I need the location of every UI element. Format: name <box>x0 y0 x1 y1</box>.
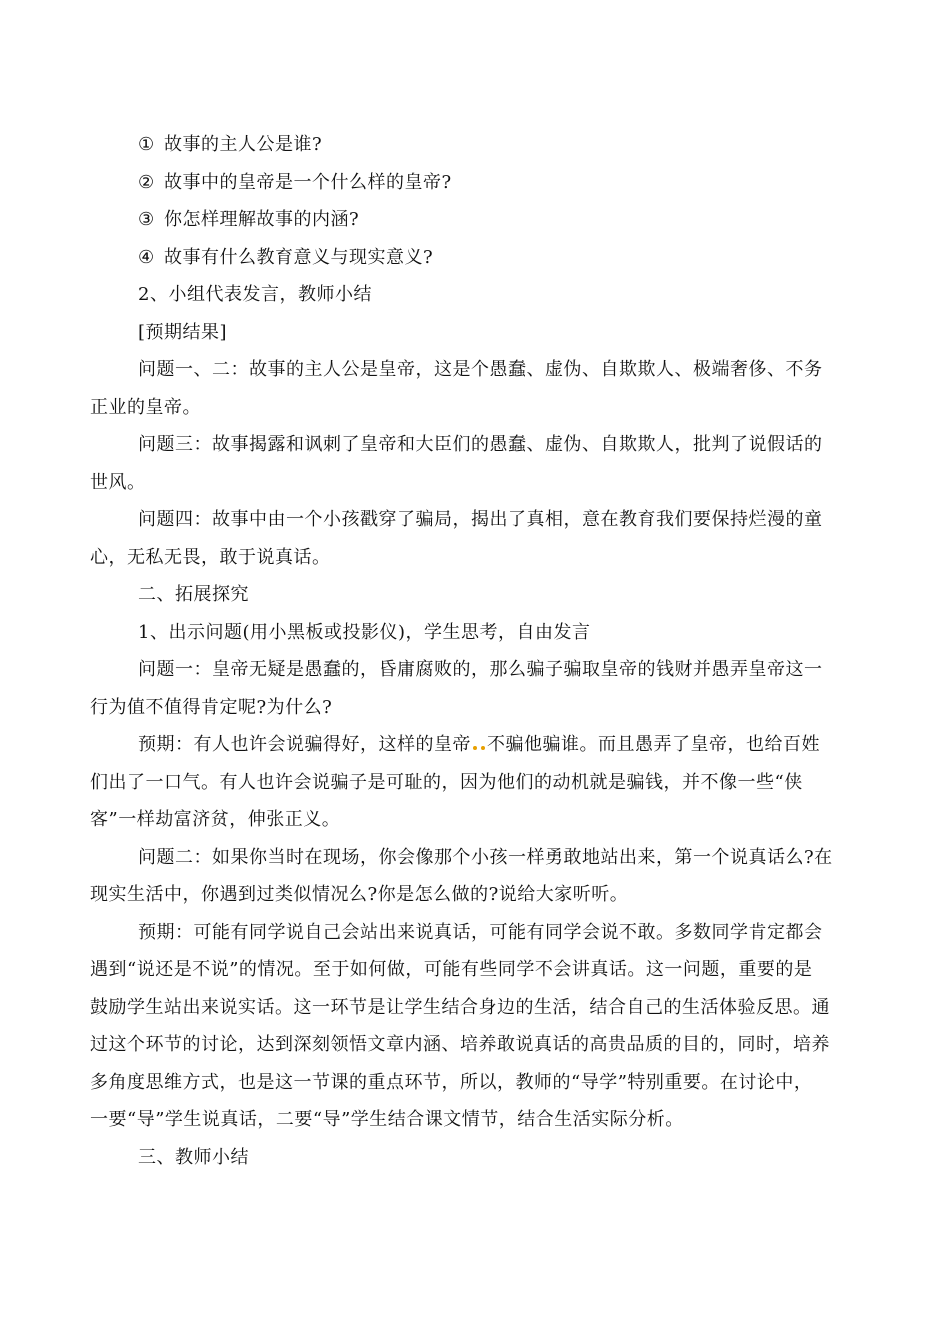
section-heading: 三、教师小结 <box>138 1146 249 1168</box>
question-text: 你怎样理解故事的内涵? <box>164 209 360 230</box>
expectation-2-line: 多角度思维方式，也是这一节课的重点环节，所以，教师的“导学”特别重要。在讨论中， <box>90 1071 813 1093</box>
question-item <box>90 126 860 164</box>
answer-q12-line: 问题一、二：故事的主人公是皇帝，这是个愚蠢、虚伪、自欺欺人、极端奢侈、不务 <box>138 359 823 380</box>
answer-q12-line: 正业的皇帝。 <box>90 396 201 418</box>
question-number: ③ <box>138 209 155 230</box>
expectation-1-line: 们出了一口气。有人也许会说骗子是可耻的，因为他们的动机就是骗钱，并不像一些“侠 <box>90 771 803 793</box>
expectation-1-line: 客”一样劫富济贫，伸张正义。 <box>90 809 341 830</box>
problem-1-line: 问题一：皇帝无疑是愚蠢的，昏庸腐败的，那么骗子骗取皇帝的钱财并愚弄皇帝这一 <box>138 659 823 680</box>
section-heading: 二、拓展探究 <box>138 584 249 605</box>
question-number: ② <box>138 171 155 193</box>
problem-2-line: 现实生活中，你遇到过类似情况么?你是怎么做的?说给大家听听。 <box>90 884 629 905</box>
highlight-dot-mark <box>481 746 485 750</box>
question-text: 故事的主人公是谁? <box>164 134 323 155</box>
question-item <box>90 164 860 202</box>
expectation-1-line <box>90 726 860 764</box>
question-item <box>90 201 860 239</box>
problem-2-line: 问题二：如果你当时在现场，你会像那个小孩一样勇敢地站出来，第一个说真话么?在 <box>138 846 833 868</box>
step-2-text: 2、小组代表发言，教师小结 <box>138 284 372 305</box>
expectation-2-line: 鼓励学生站出来说实话。这一环节是让学生结合身边的生活，结合自己的生活体验反思。通 <box>90 996 830 1018</box>
expectation-1-text-b: 不骗他骗谁。而且愚弄了皇帝，也给百姓 <box>487 734 820 755</box>
highlight-dot-mark <box>473 746 477 750</box>
answer-q4-line: 心，无私无畏，敢于说真话。 <box>90 546 331 568</box>
expectation-2-line: 一要“导”学生说真话，二要“导”学生结合课文情节，结合生活实际分析。 <box>90 1109 684 1130</box>
step-1-text: 1、出示问题(用小黑板或投影仪)，学生思考，自由发言 <box>138 621 591 643</box>
question-number: ④ <box>138 246 155 268</box>
question-number: ① <box>138 134 155 155</box>
answer-q3-line: 问题三：故事揭露和讽刺了皇帝和大臣们的愚蠢、虚伪、自欺欺人，批判了说假话的 <box>138 434 823 455</box>
expectation-2-line: 预期：可能有同学说自己会站出来说真话，可能有同学会说不敢。多数同学肯定都会 <box>138 921 823 943</box>
answer-q4-line: 问题四：故事中由一个小孩戳穿了骗局，揭出了真相，意在教育我们要保持烂漫的童 <box>138 509 823 530</box>
expectation-2-line: 遇到“说还是不说”的情况。至于如何做，可能有些同学不会讲真话。这一问题，重要的是 <box>90 959 813 980</box>
problem-1-line: 行为值不值得肯定呢?为什么? <box>90 696 333 718</box>
document-body <box>90 126 860 1176</box>
question-text: 故事中的皇帝是一个什么样的皇帝? <box>164 171 452 193</box>
answer-q3-line: 世风。 <box>90 471 146 493</box>
question-item <box>90 239 860 277</box>
question-text: 故事有什么教育意义与现实意义? <box>164 246 434 268</box>
expectation-2-line: 过这个环节的讨论，达到深刻领悟文章内涵、培养敢说真话的高贵品质的目的，同时，培养 <box>90 1034 830 1055</box>
expected-results-label: [预期结果] <box>138 321 228 343</box>
expectation-1-text-a: 预期：有人也许会说骗得好，这样的皇帝 <box>138 734 471 755</box>
